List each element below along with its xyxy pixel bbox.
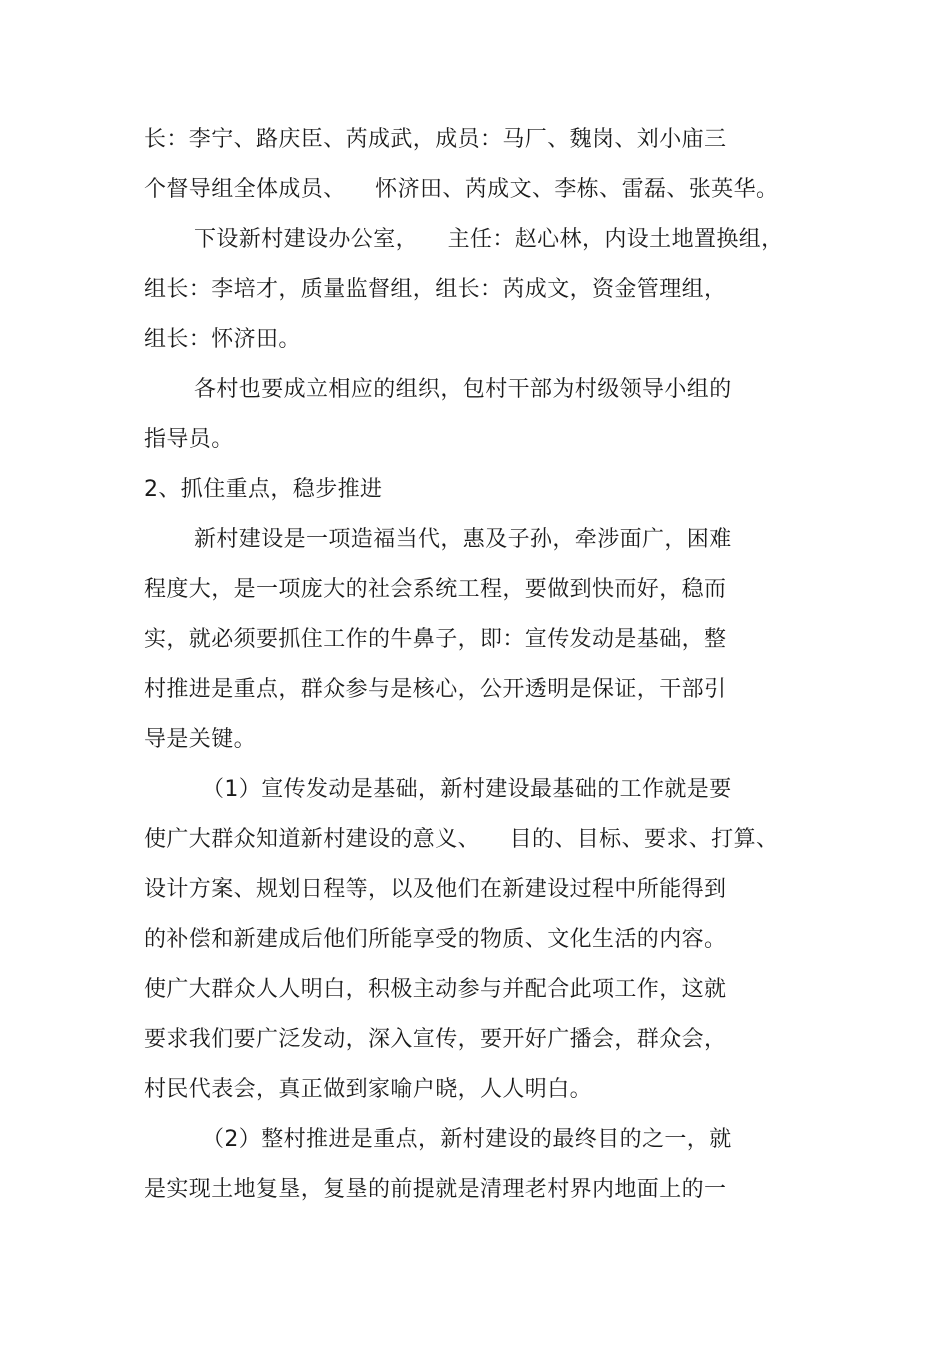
- paragraph-start-line: （1）宣传发动是基础，新村建设最基础的工作就是要: [202, 777, 732, 802]
- text-line: 组长：李培才，质量监督组，组长：芮成文，资金管理组，: [144, 277, 727, 302]
- text-line: 指导员。: [144, 427, 234, 452]
- text-line: 导是关键。: [144, 727, 257, 752]
- paragraph-start-line: 各村也要成立相应的组织，包村干部为村级领导小组的: [194, 377, 732, 402]
- text-line: 实，就必须要抓住工作的牛鼻子，即：宣传发动是基础，整: [144, 627, 727, 652]
- text-line: 村民代表会，真正做到家喻户晓，人人明白。: [144, 1077, 593, 1102]
- text-line: 程度大，是一项庞大的社会系统工程，要做到快而好，稳而: [144, 577, 727, 602]
- text-line: 使广大群众知道新村建设的意义、 目的、目标、要求、打算、: [144, 827, 779, 852]
- text-line: 组长：怀济田。: [144, 327, 301, 352]
- paragraph-start-line: （2）整村推进是重点，新村建设的最终目的之一，就: [202, 1127, 732, 1152]
- text-line: 是实现土地复垦，复垦的前提就是清理老村界内地面上的一: [144, 1177, 727, 1202]
- paragraph-start-line: 新村建设是一项造福当代，惠及子孙，牵涉面广，困难: [194, 527, 732, 552]
- section-heading: 2、抓住重点，稳步推进: [144, 477, 383, 502]
- text-line: 的补偿和新建成后他们所能享受的物质、文化生活的内容。: [144, 927, 727, 952]
- text-line: 个督导组全体成员、 怀济田、芮成文、李栋、雷磊、张英华。: [144, 177, 779, 202]
- text-line: 长：李宁、路庆臣、芮成武，成员：马厂、魏岗、刘小庙三: [144, 127, 727, 152]
- text-line: 使广大群众人人明白，积极主动参与并配合此项工作，这就: [144, 977, 727, 1002]
- text-line: 设计方案、规划日程等，以及他们在新建设过程中所能得到: [144, 877, 727, 902]
- paragraph-start-line: 下设新村建设办公室， 主任：赵心林，内设土地置换组，: [194, 227, 784, 252]
- text-line: 要求我们要广泛发动，深入宣传，要开好广播会，群众会，: [144, 1027, 727, 1052]
- text-line: 村推进是重点，群众参与是核心，公开透明是保证，干部引: [144, 677, 727, 702]
